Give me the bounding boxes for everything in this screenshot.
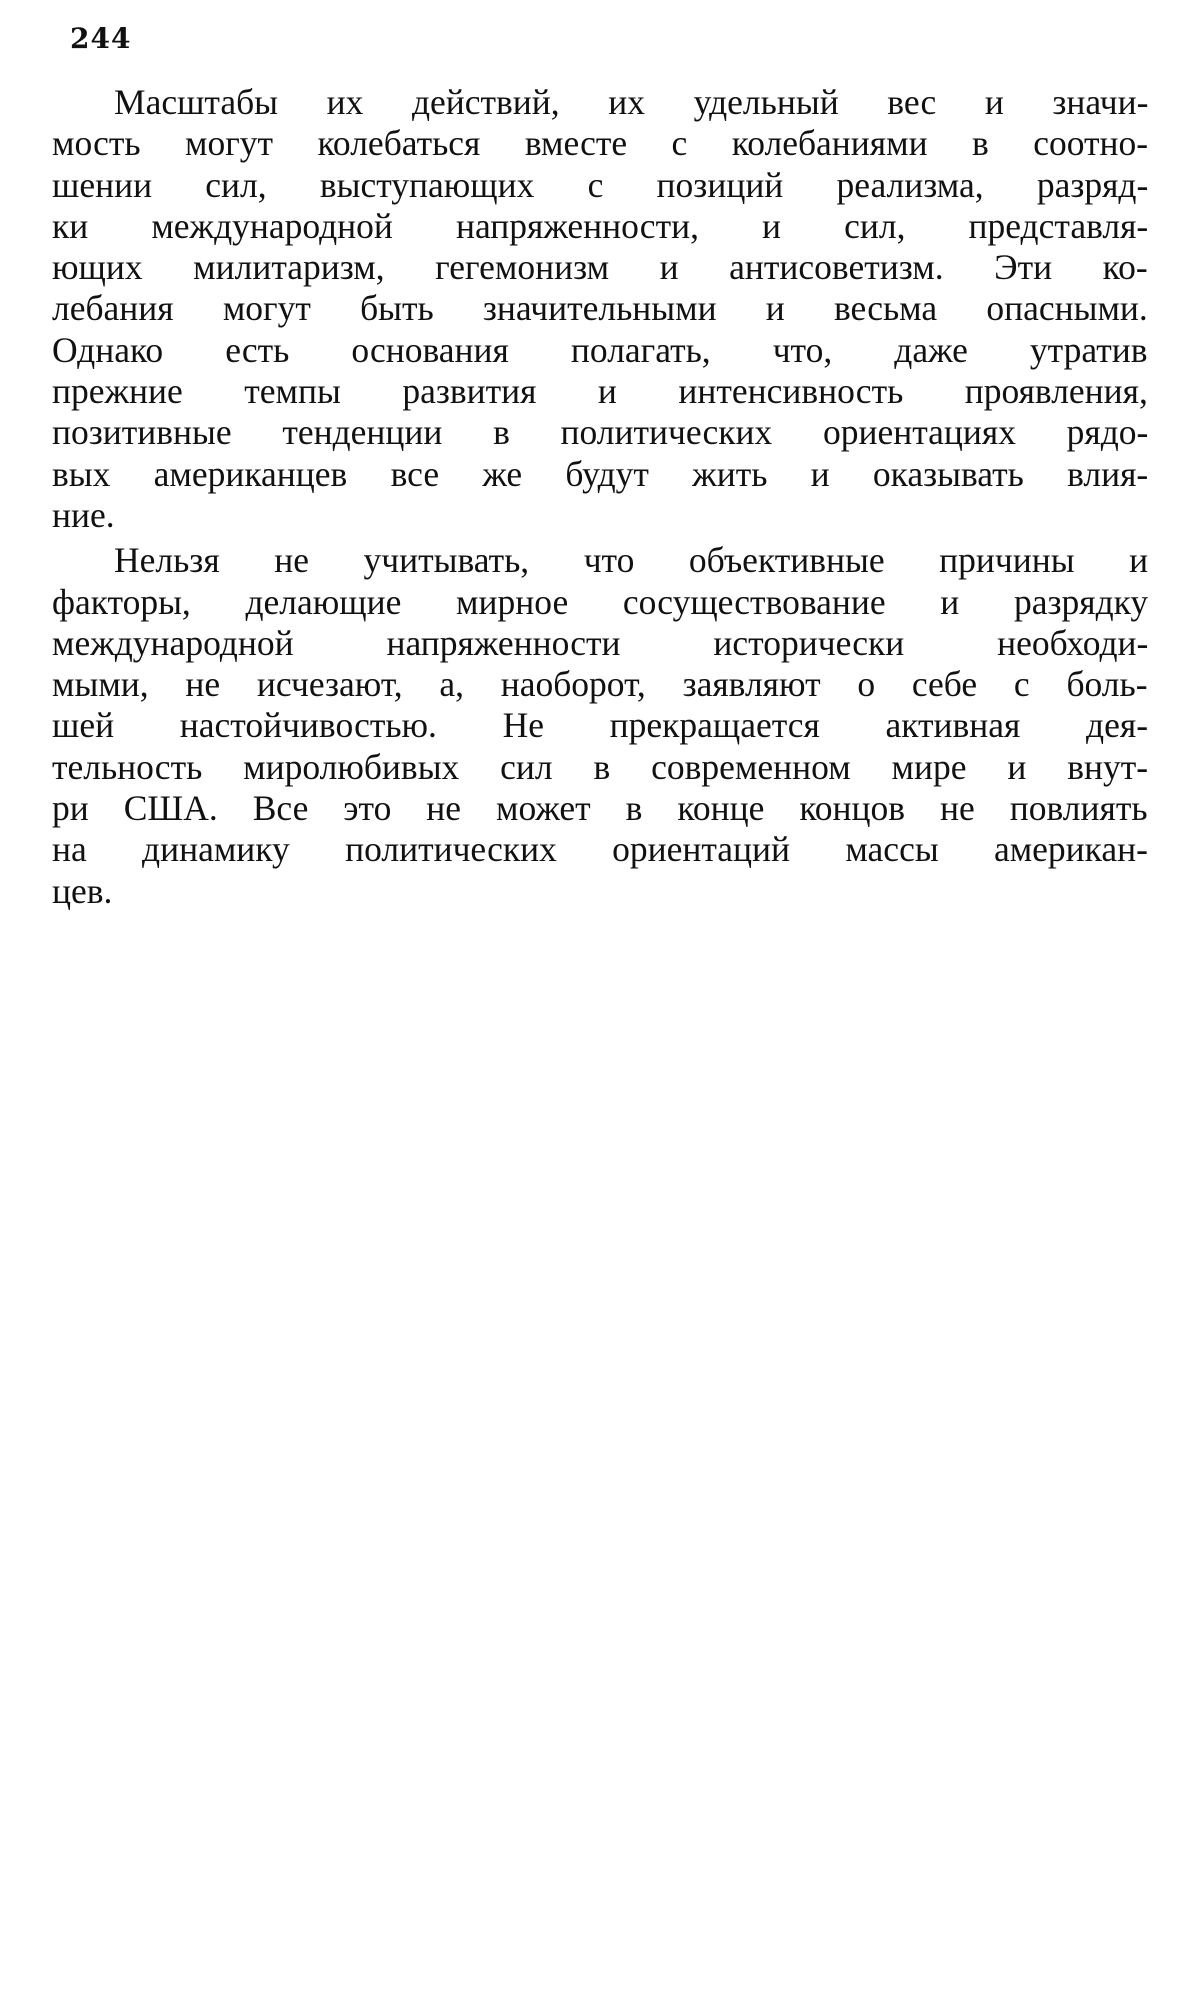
text-line: мость могут колебаться вместе с колебаниями в соотно-	[52, 123, 1149, 164]
text-line: факторы, делающие мирное сосуществование и разрядку	[52, 581, 1149, 622]
text-line: тельность миролюбивых сил в современном мире и внут-	[52, 746, 1149, 787]
text-line: международной напряженности исторически необходи-	[52, 622, 1149, 663]
body-text	[52, 82, 1148, 912]
paragraph-1	[52, 82, 1148, 536]
text-line: Масштабы их действий, их удельный вес и значи-	[114, 82, 1149, 122]
text-line: ющих милитаризм, гегемонизм и антисоветизм. Эти ко-	[52, 247, 1148, 288]
text-line: шей настойчивостью. Не прекращается активная дея-	[52, 705, 1149, 746]
text-line: позитивные тенденции в политических ориентациях рядо-	[52, 412, 1149, 453]
text-line: на динамику политических ориентаций массы американ-	[52, 829, 1148, 870]
text-line: лебания могут быть значительными и весьма опасными.	[52, 288, 1148, 329]
text-line: шении сил, выступающих с позиций реализма, разряд-	[52, 164, 1149, 205]
paragraph-2	[52, 540, 1148, 912]
text-line: ние.	[52, 494, 115, 535]
text-line: прежние темпы развития и интенсивность проявления,	[52, 371, 1148, 412]
text-line: цев.	[52, 870, 113, 911]
text-line: Нельзя не учитывать, что объективные причины и	[114, 540, 1149, 581]
page-number: 244	[70, 22, 132, 55]
text-line: Однако есть основания полагать, что, даже утратив	[52, 329, 1148, 370]
text-line: ки международной напряженности, и сил, представля-	[52, 205, 1149, 246]
text-line: мыми, не исчезают, а, наоборот, заявляют о себе с боль-	[52, 664, 1148, 705]
text-line: вых американцев все же будут жить и оказывать влия-	[52, 453, 1149, 494]
text-line: ри США. Все это не может в конце концов не повлиять	[52, 788, 1148, 829]
